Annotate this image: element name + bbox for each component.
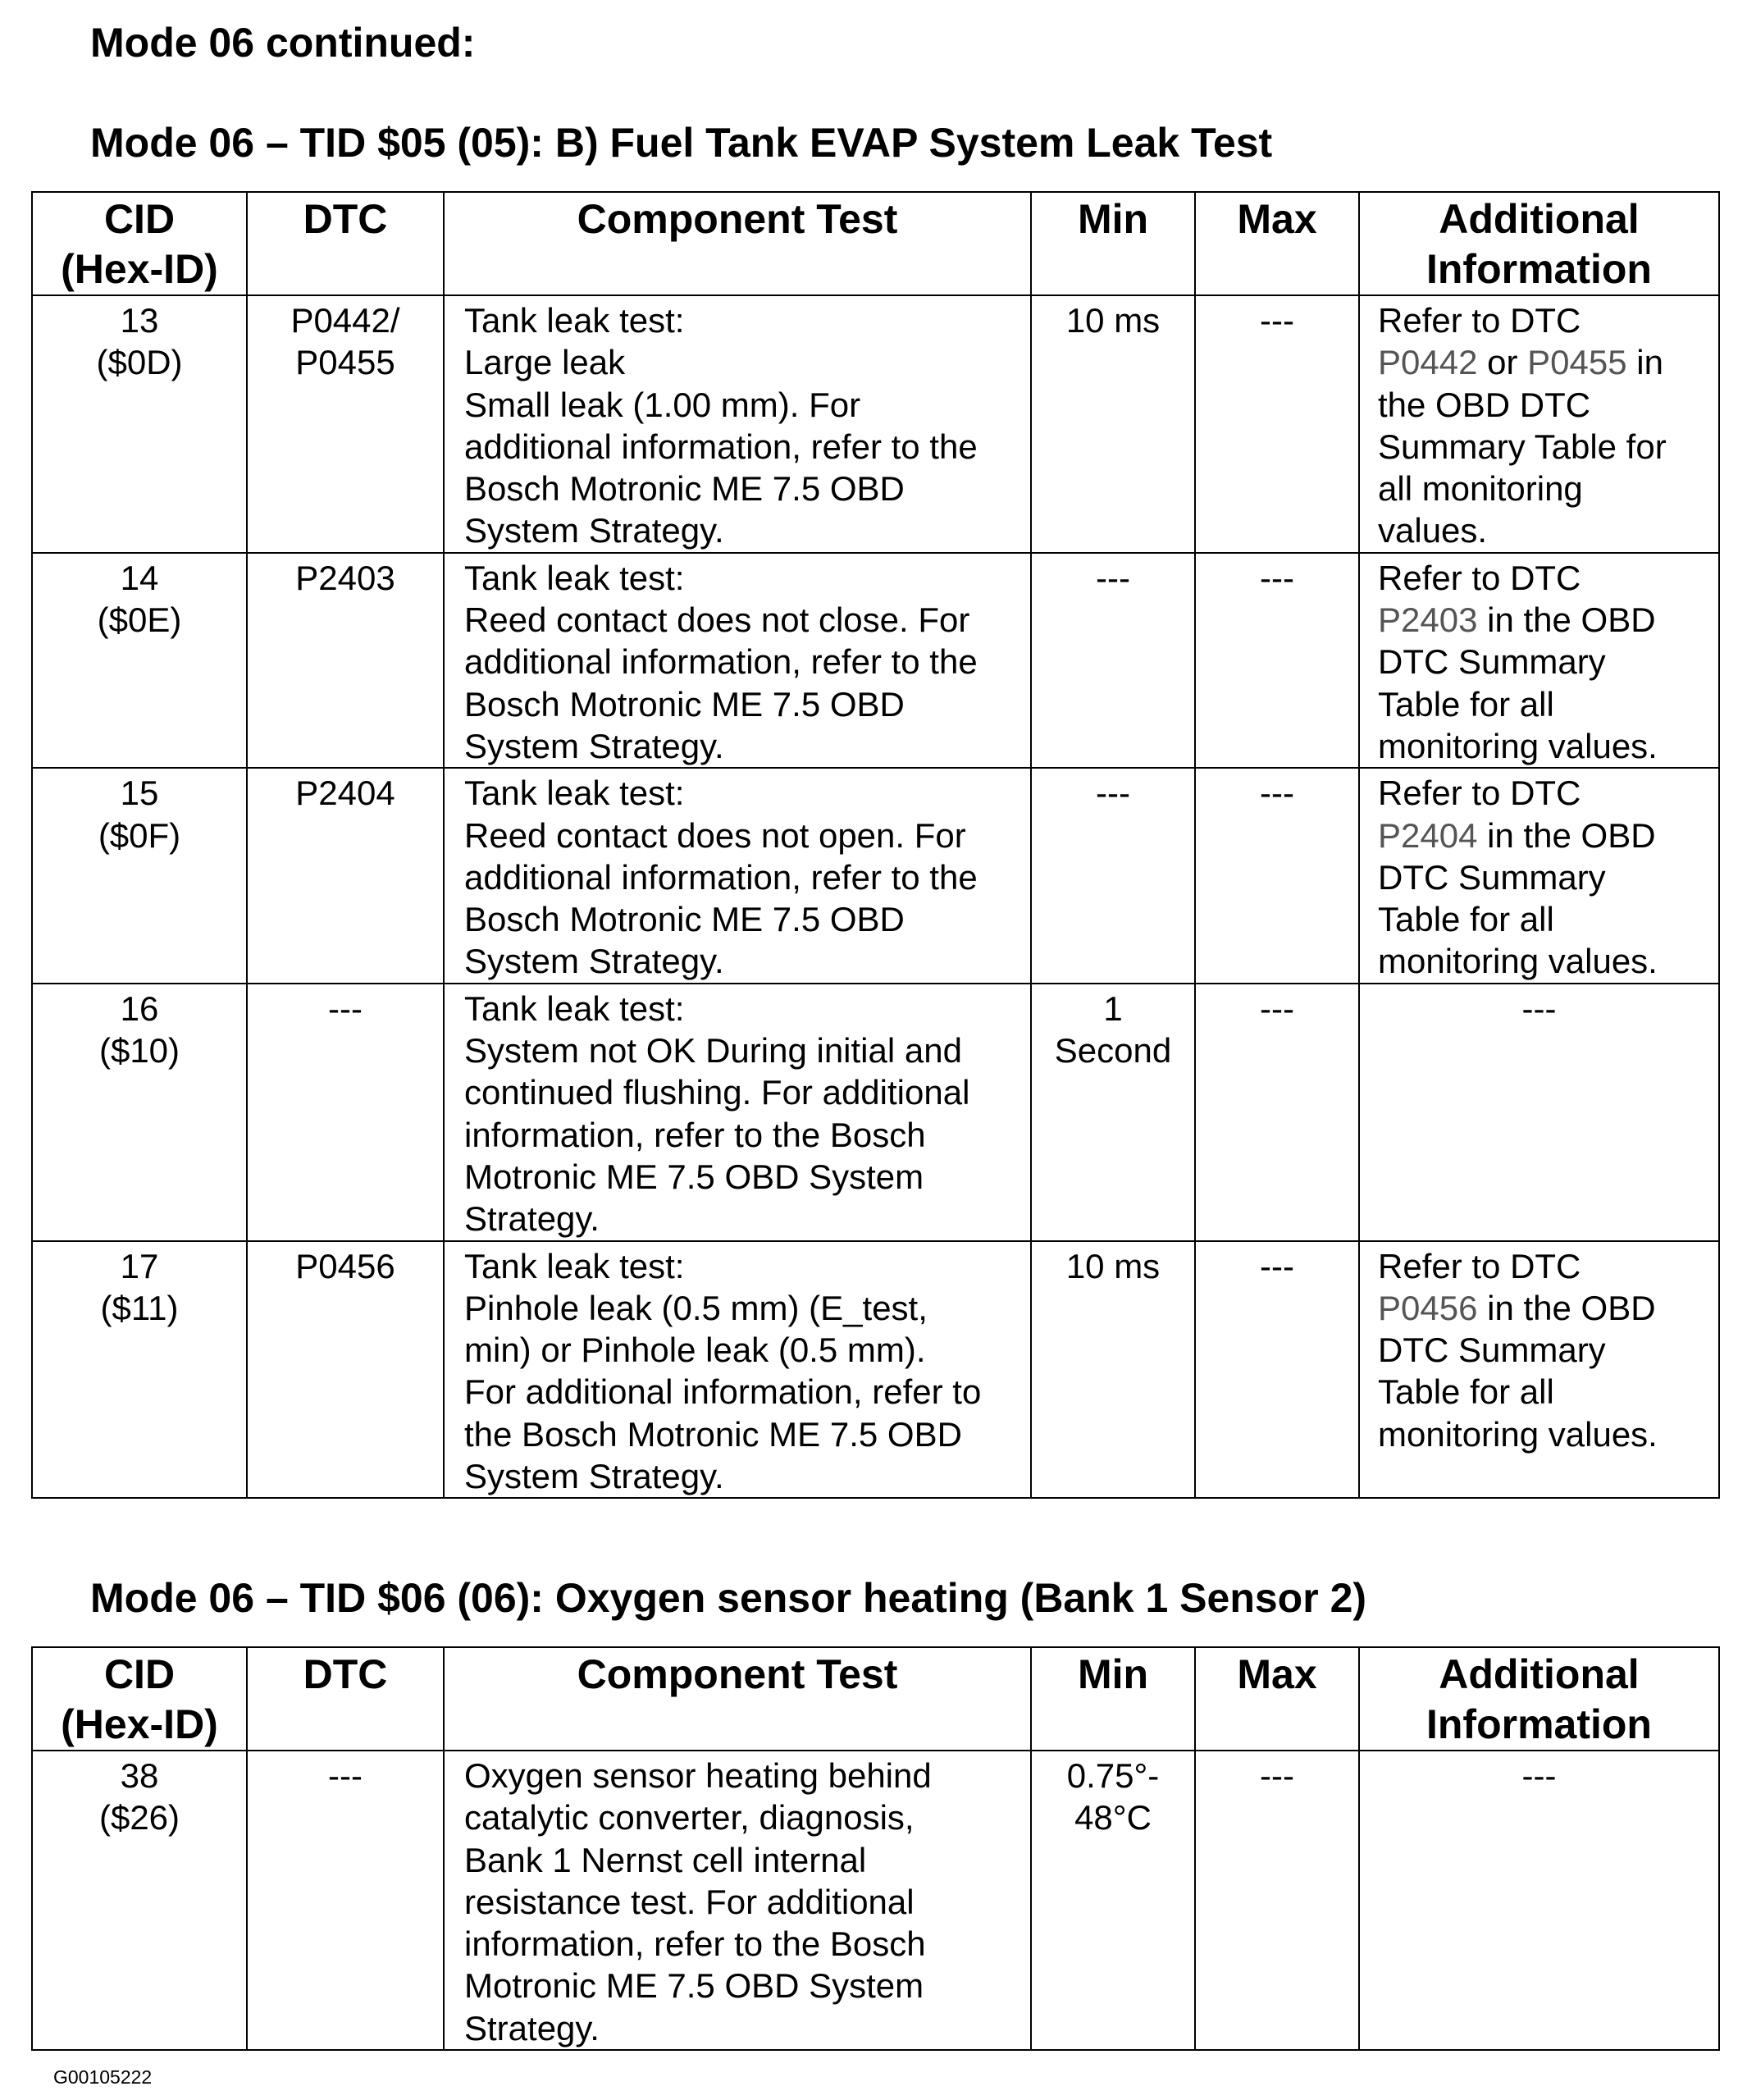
info-text: in the OBD [1487, 1288, 1656, 1327]
min-value: 0.75°- [1066, 1756, 1160, 1795]
info-line: DTC Summary [1378, 642, 1606, 682]
header-cid-line: (Hex-ID) [61, 246, 218, 292]
page-title: Mode 06 continued: [90, 20, 476, 66]
component-test-line: additional information, refer to the [464, 642, 978, 682]
info-text: Refer to DTC [1378, 1246, 1581, 1285]
max-cell: --- [1195, 1241, 1359, 1499]
cid-value: ($11) [100, 1288, 179, 1327]
header-info-line: Additional [1439, 1651, 1640, 1697]
max-cell: --- [1195, 553, 1359, 768]
cid-value: ($10) [98, 1031, 180, 1071]
min-value: --- [1096, 774, 1130, 813]
component-test-line: Bosch Motronic ME 7.5 OBD [464, 684, 905, 724]
component-test-line: continued flushing. For additional [464, 1073, 970, 1112]
info-text: in the OBD [1487, 600, 1656, 640]
info-line: DTC Summary [1378, 857, 1606, 897]
component-test-line: the Bosch Motronic ME 7.5 OBD [464, 1414, 962, 1454]
info-line: monitoring values. [1378, 942, 1658, 981]
cid-cell [32, 553, 247, 768]
figure-code: G00105222 [53, 2066, 153, 2088]
dtc-cell [247, 768, 444, 983]
info-line: Table for all [1378, 900, 1554, 939]
dtc-cell [247, 984, 444, 1241]
info-line: DTC Summary [1378, 1331, 1606, 1370]
cid-value: 14 [120, 558, 159, 597]
component-test-line: Tank leak test: [464, 301, 685, 340]
info-line [1378, 341, 1712, 383]
dtc-reference: P2404 [1378, 815, 1478, 855]
max-cell: --- [1195, 768, 1359, 983]
component-test-line: resistance test. For additional [464, 1882, 915, 1921]
cid-value: ($26) [98, 1798, 180, 1838]
min-value: --- [1096, 558, 1130, 597]
component-test-line: Small leak (1.00 mm). For [464, 385, 861, 424]
component-test-line: Tank leak test: [464, 558, 685, 597]
additional-information-cell: --- [1359, 1751, 1719, 2050]
min-cell [1031, 768, 1195, 983]
max-cell: --- [1195, 1751, 1359, 2050]
additional-information-cell: --- [1359, 984, 1719, 1241]
table-row [32, 553, 1719, 768]
info-line [1378, 1287, 1712, 1329]
component-test-line: Bosch Motronic ME 7.5 OBD [464, 900, 905, 939]
header-component-test: Component Test [444, 192, 1031, 295]
info-text: in [1636, 343, 1663, 382]
min-cell [1031, 553, 1195, 768]
dtc-cell [247, 295, 444, 553]
min-cell [1031, 984, 1195, 1241]
min-value: 48°C [1074, 1798, 1152, 1838]
component-test-cell [444, 1241, 1031, 1499]
table-header [32, 1647, 1719, 1751]
component-test-line: System Strategy. [464, 726, 724, 765]
component-test-line: System Strategy. [464, 942, 724, 981]
info-line: the OBD DTC [1378, 385, 1591, 424]
cid-value: 15 [120, 774, 159, 813]
dtc-reference: P0442 [1378, 343, 1478, 382]
additional-information-cell [1359, 553, 1719, 768]
dtc-reference: P0456 [1378, 1288, 1478, 1327]
info-text: Refer to DTC [1378, 301, 1581, 340]
header-component-test: Component Test [444, 1647, 1031, 1751]
header-cid [32, 192, 247, 295]
component-test-line: Reed contact does not close. For [464, 600, 970, 640]
component-test-line: information, refer to the Bosch [464, 1115, 926, 1154]
min-value: 10 ms [1065, 301, 1161, 340]
header-min: Min [1031, 192, 1195, 295]
header-min: Min [1031, 1647, 1195, 1751]
component-test-line: min) or Pinhole leak (0.5 mm). [464, 1331, 926, 1370]
min-cell [1031, 1241, 1195, 1499]
table-row [32, 295, 1719, 553]
cid-cell [32, 984, 247, 1241]
component-test-line: Reed contact does not open. For [464, 815, 966, 855]
component-test-line: additional information, refer to the [464, 427, 978, 466]
cid-cell [32, 1241, 247, 1499]
info-line: monitoring values. [1378, 726, 1658, 765]
header-info-line: Information [1426, 1701, 1652, 1747]
component-test-cell [444, 553, 1031, 768]
cid-value: ($0F) [98, 815, 181, 855]
header-cid [32, 1647, 247, 1751]
component-test-line: System Strategy. [464, 511, 724, 550]
info-line: Summary Table for [1378, 427, 1667, 466]
component-test-line: Large leak [464, 343, 626, 382]
cid-cell [32, 1751, 247, 2050]
dtc-cell [247, 1241, 444, 1499]
dtc-value: P2404 [295, 774, 395, 813]
section-1-title: Mode 06 – TID $05 (05): B) Fuel Tank EVAP System Leak Test [90, 120, 1273, 166]
component-test-line: System Strategy. [464, 1457, 724, 1496]
dtc-value: P0455 [295, 343, 395, 382]
header-info-line: Additional [1439, 196, 1640, 242]
component-test-line: additional information, refer to the [464, 857, 978, 897]
header-max: Max [1195, 1647, 1359, 1751]
dtc-value: --- [328, 1756, 363, 1795]
component-test-cell [444, 1751, 1031, 2050]
info-line: Table for all [1378, 1372, 1554, 1412]
header-cid-line: CID [103, 196, 176, 242]
header-info-line: Information [1426, 246, 1652, 292]
cid-value: 16 [120, 988, 159, 1028]
dtc-reference: P2403 [1378, 600, 1478, 640]
dtc-reference: P0455 [1527, 343, 1627, 382]
info-line: monitoring values. [1378, 1414, 1658, 1454]
component-test-line: catalytic converter, diagnosis, [464, 1798, 915, 1838]
cid-cell [32, 295, 247, 553]
max-cell: --- [1195, 295, 1359, 553]
header-additional-information [1359, 1647, 1719, 1751]
min-cell [1031, 295, 1195, 553]
component-test-line: Strategy. [464, 2008, 600, 2048]
header-cid-line: CID [103, 1651, 176, 1697]
dtc-value: P2403 [295, 558, 395, 597]
component-test-line: Motronic ME 7.5 OBD System [464, 1157, 924, 1196]
min-cell [1031, 1751, 1195, 2050]
cid-value: ($0E) [97, 600, 182, 640]
component-test-line: Tank leak test: [464, 988, 685, 1028]
table-row [32, 1751, 1719, 2050]
component-test-line: Oxygen sensor heating behind [464, 1756, 932, 1795]
info-line: all monitoring [1378, 469, 1583, 509]
header-row [32, 1647, 1719, 1751]
additional-information-cell [1359, 768, 1719, 983]
component-test-line: Tank leak test: [464, 1246, 685, 1285]
component-test-line: Pinhole leak (0.5 mm) (E_test, [464, 1288, 928, 1327]
component-test-line: Strategy. [464, 1199, 600, 1239]
component-test-line: System not OK During initial and [464, 1031, 962, 1071]
header-max: Max [1195, 192, 1359, 295]
min-value: 1 [1103, 988, 1123, 1028]
cid-value: 38 [120, 1756, 159, 1795]
component-test-line: Motronic ME 7.5 OBD System [464, 1966, 924, 2006]
table-body [32, 1751, 1719, 2050]
table-row [32, 1241, 1719, 1499]
cid-value: 13 [120, 301, 159, 340]
component-test-cell [444, 295, 1031, 553]
info-text: Refer to DTC [1378, 558, 1581, 597]
min-value: Second [1054, 1031, 1172, 1071]
info-line: values. [1378, 511, 1488, 550]
info-text: Refer to DTC [1378, 774, 1581, 813]
component-test-line: information, refer to the Bosch [464, 1924, 926, 1964]
dtc-cell [247, 1751, 444, 2050]
table-body [32, 295, 1719, 1498]
dtc-value: P0442/ [290, 301, 400, 340]
info-line: Table for all [1378, 684, 1554, 724]
component-test-cell [444, 768, 1031, 983]
info-text: or [1487, 343, 1518, 382]
oxygen-sensor-heating-table [31, 1646, 1720, 2051]
min-value: 10 ms [1065, 1246, 1161, 1285]
additional-information-cell [1359, 1241, 1719, 1499]
table-header [32, 192, 1719, 295]
info-line [1378, 815, 1712, 856]
header-row [32, 192, 1719, 295]
header-additional-information [1359, 192, 1719, 295]
header-cid-line: (Hex-ID) [61, 1701, 218, 1747]
header-dtc: DTC [247, 192, 444, 295]
cid-value: 17 [120, 1246, 159, 1285]
max-cell: --- [1195, 984, 1359, 1241]
additional-information-cell [1359, 295, 1719, 553]
component-test-line: Bosch Motronic ME 7.5 OBD [464, 469, 905, 509]
cid-cell [32, 768, 247, 983]
component-test-line: Tank leak test: [464, 774, 685, 813]
header-dtc: DTC [247, 1647, 444, 1751]
section-2-title: Mode 06 – TID $06 (06): Oxygen sensor heating (Bank 1 Sensor 2) [90, 1575, 1367, 1621]
component-test-cell [444, 984, 1031, 1241]
cid-value: ($0D) [96, 343, 183, 382]
info-line [1378, 599, 1712, 641]
table-row [32, 984, 1719, 1241]
dtc-cell [247, 553, 444, 768]
dtc-value: --- [328, 988, 363, 1028]
component-test-line: Bank 1 Nernst cell internal [464, 1840, 867, 1879]
evap-leak-test-table [31, 191, 1720, 1499]
table-row [32, 768, 1719, 983]
component-test-line: For additional information, refer to [464, 1372, 982, 1412]
info-text: in the OBD [1487, 815, 1656, 855]
dtc-value: P0456 [295, 1246, 395, 1285]
